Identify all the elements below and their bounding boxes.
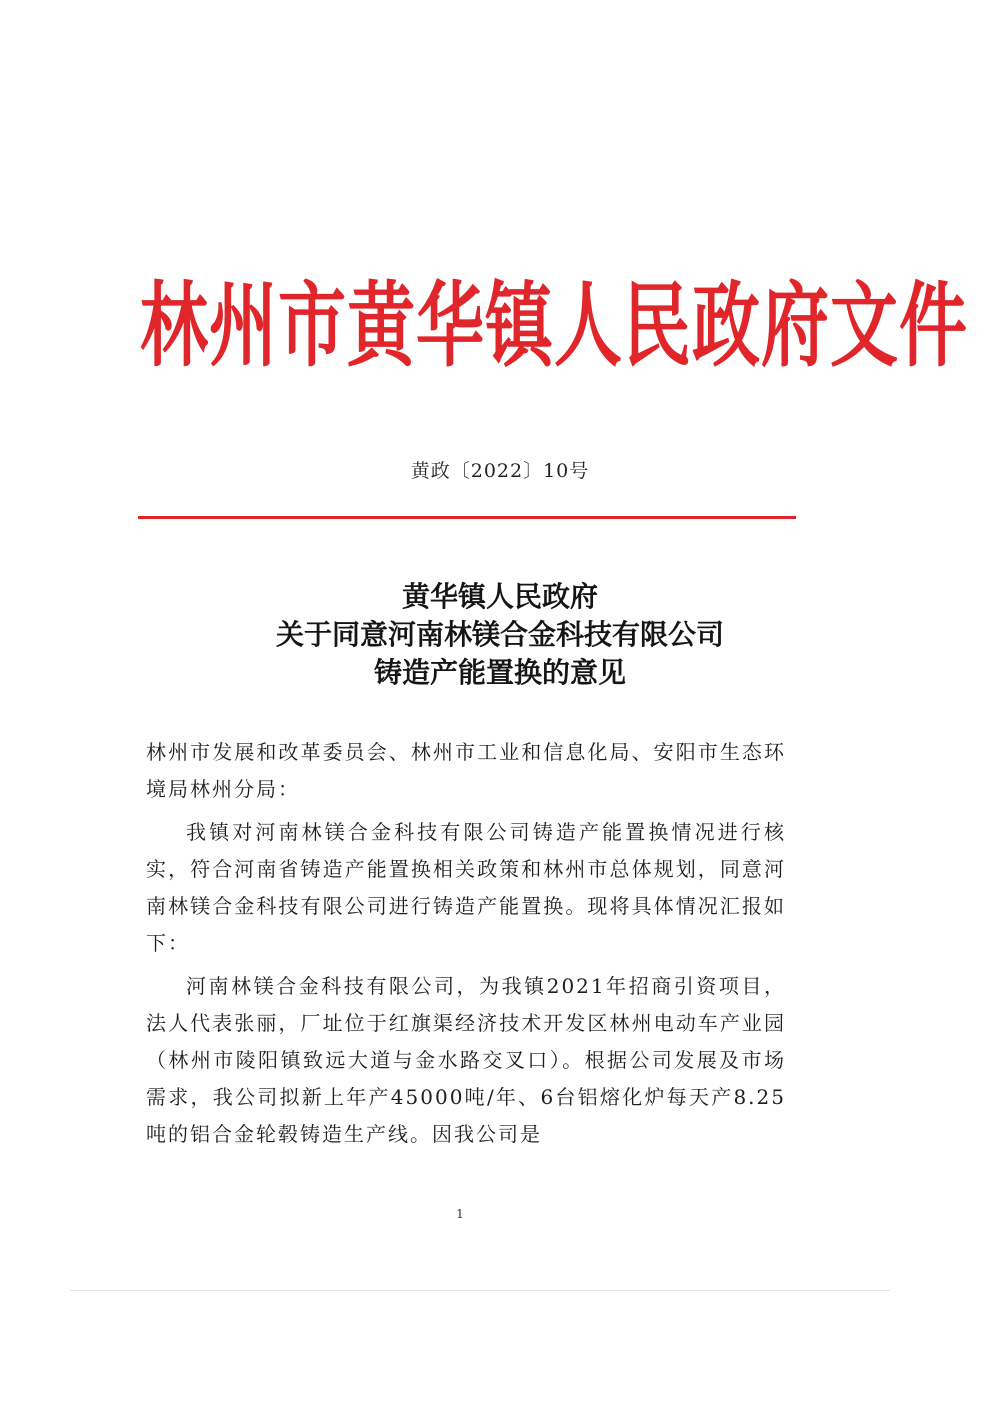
subject-line-1: 黄华镇人民政府 bbox=[401, 580, 598, 613]
body-paragraph: 我镇对河南林镁合金科技有限公司铸造产能置换情况进行核实，符合河南省铸造产能置换相关政策和林州市总体规划，同意河南林镁合金科技有限公司进行铸造产能置换。现将具体情况汇报如下： bbox=[146, 820, 786, 955]
body-paragraph: 河南林镁合金科技有限公司，为我镇2021年招商引资项目，法人代表张丽，厂址位于红旗渠经济技术开发区林州电动车产业园（林州市陵阳镇致远大道与金水路交叉口）。根据公司发展及市场需求，我公司拟新上年产45000吨/年、6台铝熔化炉每天产8.25吨的铝合金轮毂铸造生产线。因我公司是 bbox=[146, 974, 786, 1146]
issuer-title: 林州市黄华镇人民政府文件 bbox=[140, 274, 969, 381]
red-separator-line bbox=[138, 516, 796, 519]
subject-line-3: 铸造产能置换的意见 bbox=[373, 656, 626, 689]
page-number: 1 bbox=[456, 1207, 464, 1221]
document-number: 黄政〔2022〕10号 bbox=[410, 460, 590, 482]
addressee: 林州市发展和改革委员会、林州市工业和信息化局、安阳市生态环境局林州分局： bbox=[146, 740, 786, 801]
scan-edge bbox=[70, 1290, 890, 1291]
document-subject bbox=[100, 578, 900, 692]
document-body bbox=[146, 734, 786, 1159]
subject-line-2: 关于同意河南林镁合金科技有限公司 bbox=[275, 618, 724, 651]
